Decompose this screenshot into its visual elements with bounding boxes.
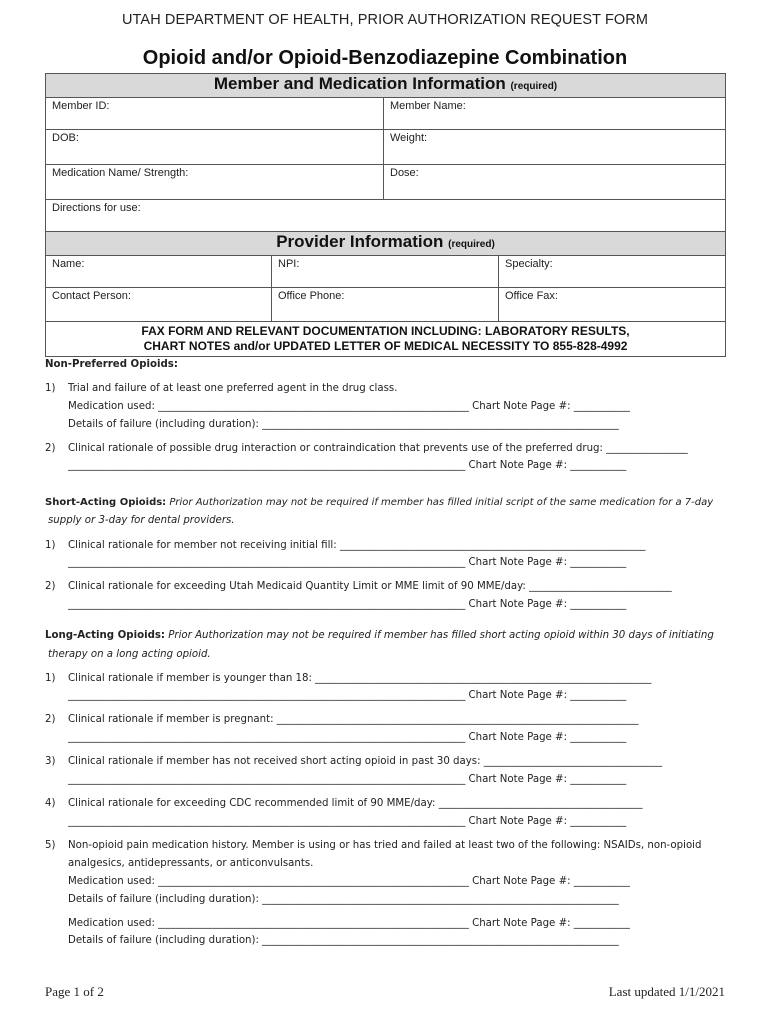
long-acting-item-3-line[interactable]: ______________________________________________________________________________ Chart Note Page #: ___________ (68, 774, 627, 785)
non-preferred-item-1-number: 1) (45, 383, 56, 394)
long-acting-item-4-line[interactable]: ______________________________________________________________________________ Chart Note Page #: ___________ (68, 816, 627, 827)
long-acting-item-2-line[interactable]: ______________________________________________________________________________ Chart Note Page #: ___________ (68, 732, 627, 743)
member-section-required: (required) (510, 81, 558, 92)
fax-notice (46, 322, 726, 357)
long-acting-item-2[interactable]: Clinical rationale if member is pregnant: _______________________________________________________________________ (68, 714, 639, 725)
long-acting-item-1[interactable]: Clinical rationale if member is younger than 18: __________________________________________________________________ (68, 673, 652, 684)
long-acting-item-1-line[interactable]: ______________________________________________________________________________ Chart Note Page #: ___________ (68, 690, 627, 701)
long-acting-item-4-number: 4) (45, 798, 56, 809)
member-section-heading (46, 74, 726, 98)
long-acting-item-1-number: 1) (45, 673, 56, 684)
long-acting-note (45, 630, 714, 641)
long-acting-item-5-number: 5) (45, 840, 56, 851)
non-preferred-failure-details[interactable]: Details of failure (including duration): ______________________________________________________________________ (68, 419, 619, 430)
page-number: Page 1 of 2 (45, 984, 104, 999)
short-acting-note (45, 497, 713, 508)
short-acting-note-line-2: supply or 3-day for dental providers. (48, 515, 235, 526)
non-preferred-item-2[interactable]: Clinical rationale of possible drug interaction or contraindication that prevents use of the preferred drug: ________________ (68, 443, 688, 454)
fax-notice-line-1: FAX FORM AND RELEVANT DOCUMENTATION INCLUDING: LABORATORY RESULTS, (141, 324, 630, 338)
short-acting-item-1[interactable]: Clinical rationale for member not receiving initial fill: ____________________________________________________________ (68, 540, 646, 551)
short-acting-heading: Short-Acting Opioids: (45, 497, 167, 508)
member-name-field[interactable]: Member Name: (384, 98, 726, 130)
long-acting-item-5-line-2: analgesics, antidepressants, or anticonvulsants. (68, 858, 314, 869)
short-acting-note-line-1: Prior Authorization may not be required if member has filled initial script of the same medication for a 7-day (166, 497, 714, 508)
office-phone-field[interactable]: Office Phone: (272, 288, 499, 322)
short-acting-item-1-number: 1) (45, 540, 56, 551)
fax-notice-line-2: CHART NOTES and/or UPDATED LETTER OF MEDICAL NECESSITY TO 855-828-4992 (143, 339, 628, 353)
provider-section-heading (46, 232, 726, 256)
member-info-table (45, 73, 726, 235)
long-acting-medication-used-2[interactable]: Medication used: _____________________________________________________________ Chart Note Page #: ___________ (68, 918, 630, 929)
provider-name-field[interactable]: Name: (46, 256, 272, 288)
specialty-field[interactable]: Specialty: (499, 256, 726, 288)
contact-person-field[interactable]: Contact Person: (46, 288, 272, 322)
long-acting-item-5: Non-opioid pain medication history. Member is using or has tried and failed at least two of the following: NSAIDs, non-opioid (68, 840, 702, 851)
short-acting-item-2[interactable]: Clinical rationale for exceeding Utah Medicaid Quantity Limit or MME limit of 90 MME/day: ____________________________ (68, 581, 672, 592)
office-fax-field[interactable]: Office Fax: (499, 288, 726, 322)
form-title: Opioid and/or Opioid-Benzodiazepine Combination (142, 47, 628, 69)
provider-section-title: Provider Information (276, 232, 444, 251)
non-preferred-heading: Non-Preferred Opioids: (45, 359, 178, 370)
long-acting-note-line-1: Prior Authorization may not be required if member has filled short acting opioid within 30 days of initiating (165, 630, 714, 641)
npi-field[interactable]: NPI: (272, 256, 499, 288)
non-preferred-item-2-number: 2) (45, 443, 56, 454)
directions-field[interactable]: Directions for use: (46, 200, 726, 235)
dob-field[interactable]: DOB: (46, 130, 384, 165)
department-header: UTAH DEPARTMENT OF HEALTH, PRIOR AUTHORIZATION REQUEST FORM (121, 12, 649, 28)
short-acting-item-2-number: 2) (45, 581, 56, 592)
provider-info-table (45, 231, 726, 357)
long-acting-failure-details-1[interactable]: Details of failure (including duration): ______________________________________________________________________ (68, 894, 619, 905)
non-preferred-item-2-line[interactable]: ______________________________________________________________________________ Chart Note Page #: ___________ (68, 460, 627, 471)
short-acting-item-1-line[interactable]: ______________________________________________________________________________ Chart Note Page #: ___________ (68, 557, 627, 568)
long-acting-item-3[interactable]: Clinical rationale if member has not received short acting opioid in past 30 days: ___________________________________ (68, 756, 663, 767)
non-preferred-item-1: Trial and failure of at least one preferred agent in the drug class. (68, 383, 398, 394)
short-acting-item-2-line[interactable]: ______________________________________________________________________________ Chart Note Page #: ___________ (68, 599, 627, 610)
long-acting-heading: Long-Acting Opioids: (45, 630, 166, 641)
last-updated: Last updated 1/1/2021 (608, 984, 725, 999)
long-acting-item-4[interactable]: Clinical rationale for exceeding CDC recommended limit of 90 MME/day: ________________________________________ (68, 798, 643, 809)
member-section-title: Member and Medication Information (213, 74, 506, 93)
medication-strength-field[interactable]: Medication Name/ Strength: (46, 165, 384, 200)
dose-field[interactable]: Dose: (384, 165, 726, 200)
non-preferred-medication-used[interactable]: Medication used: _____________________________________________________________ Chart Note Page #: ___________ (68, 401, 630, 412)
long-acting-note-line-2: therapy on a long acting opioid. (48, 649, 211, 660)
long-acting-failure-details-2[interactable]: Details of failure (including duration): ______________________________________________________________________ (68, 935, 619, 946)
weight-field[interactable]: Weight: (384, 130, 726, 165)
long-acting-item-2-number: 2) (45, 714, 56, 725)
long-acting-medication-used-1[interactable]: Medication used: _____________________________________________________________ Chart Note Page #: ___________ (68, 876, 630, 887)
provider-section-required: (required) (448, 239, 495, 250)
member-id-field[interactable]: Member ID: (46, 98, 384, 130)
long-acting-item-3-number: 3) (45, 756, 56, 767)
